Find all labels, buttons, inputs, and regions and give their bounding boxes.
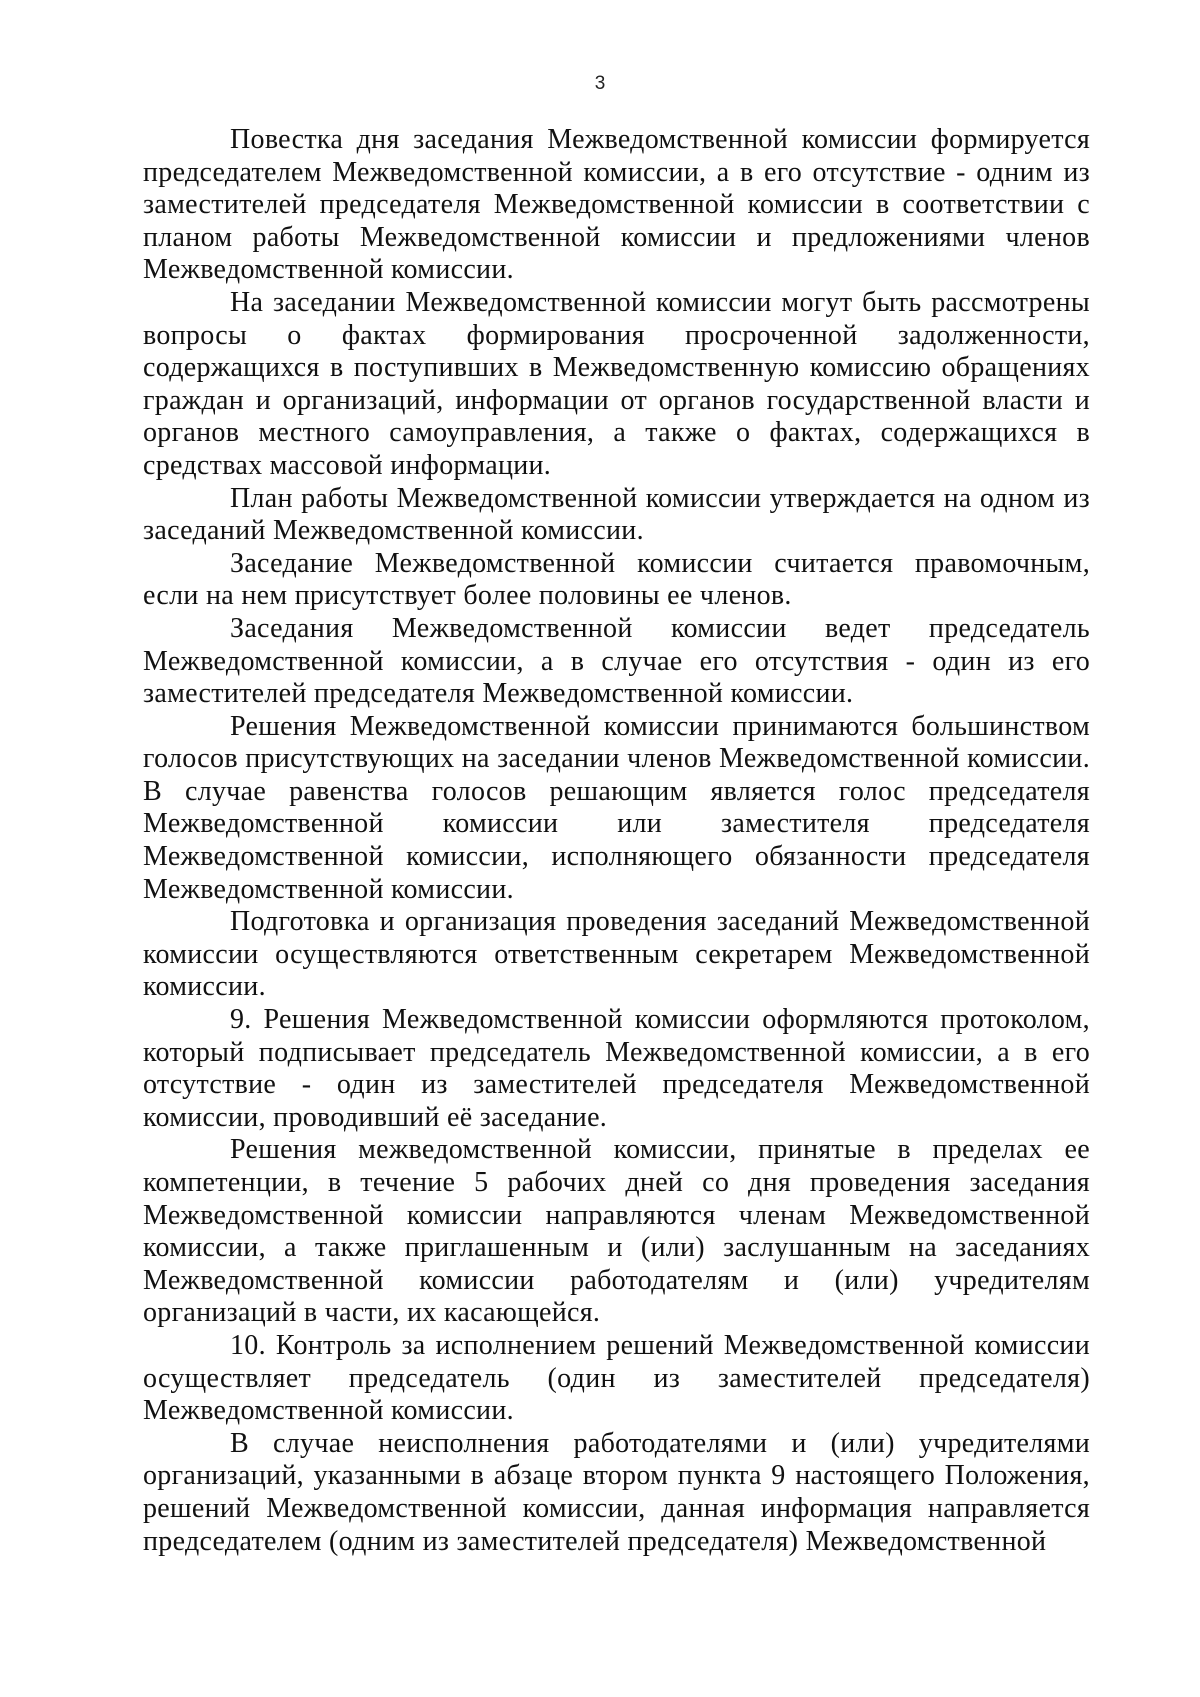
paragraph-preparation: Подготовка и организация проведения заседаний Межведомственной комиссии осуществляются ответственным секретарем Межведомственной комиссии. [143, 906, 1090, 1003]
paragraph-quorum: Заседание Межведомственной комиссии считается правомочным, если на нем присутствует более половины ее членов. [143, 547, 1090, 612]
paragraph-work-plan: План работы Межведомственной комиссии утверждается на одном из заседаний Межведомственной комиссии. [143, 482, 1090, 547]
paragraph-decisions-voting: Решения Межведомственной комиссии принимаются большинством голосов присутствующих на заседании членов Межведомственной комиссии. В случае равенства голосов решающим является голос председателя Межведомственной комиссии или заместителя председателя Межведомственной комиссии, исполняющего обязанности председателя Межведомственной комиссии. [143, 710, 1090, 905]
paragraph-issues-considered: На заседании Межведомственной комиссии могут быть рассмотрены вопросы о фактах формирования просроченной задолженности, содержащихся в поступивших в Межведомственную комиссию обращениях граждан и организаций, информации от органов государственной власти и органов местного самоуправления, а также о фактах, содержащихся в средствах массовой информации. [143, 286, 1090, 481]
page-number: 3 [594, 73, 606, 94]
paragraph-item-9-protocol: 9. Решения Межведомственной комиссии оформляются протоколом, который подписывает председатель Межведомственной комиссии, а в его отсутствие - один из заместителей председателя Межведомственной комиссии, проводивший её заседание. [143, 1004, 1090, 1133]
paragraph-decisions-distribution: Решения межведомственной комиссии, принятые в пределах ее компетенции, в течение 5 рабочих дней со дня проведения заседания Межведомственной комиссии направляются членам Межведомственной комиссии, а также приглашенным и (или) заслушанным на заседаниях Межведомственной комиссии работодателям и (или) учредителям организаций в части, их касающейся. [143, 1134, 1090, 1329]
paragraph-agenda: Повестка дня заседания Межведомственной комиссии формируется председателем Межведомственной комиссии, а в его отсутствие - одним из заместителей председателя Межведомственной комиссии в соответствии с планом работы Межведомственной комиссии и предложениями членов Межведомственной комиссии. [143, 124, 1090, 286]
paragraph-item-10-control: 10. Контроль за исполнением решений Межведомственной комиссии осуществляет председатель (один из заместителей председателя) Межведомственной комиссии. [143, 1329, 1090, 1427]
paragraph-chairing: Заседания Межведомственной комиссии ведет председатель Межведомственной комиссии, а в случае его отсутствия - один из его заместителей председателя Межведомственной комиссии. [143, 612, 1090, 710]
paragraph-non-compliance: В случае неисполнения работодателями и (или) учредителями организаций, указанными в абзаце втором пункта 9 настоящего Положения, решений Межведомственной комиссии, данная информация направляется председателем (одним из заместителей председателя) Межведомственной [143, 1427, 1090, 1557]
document-body [143, 124, 1090, 1558]
